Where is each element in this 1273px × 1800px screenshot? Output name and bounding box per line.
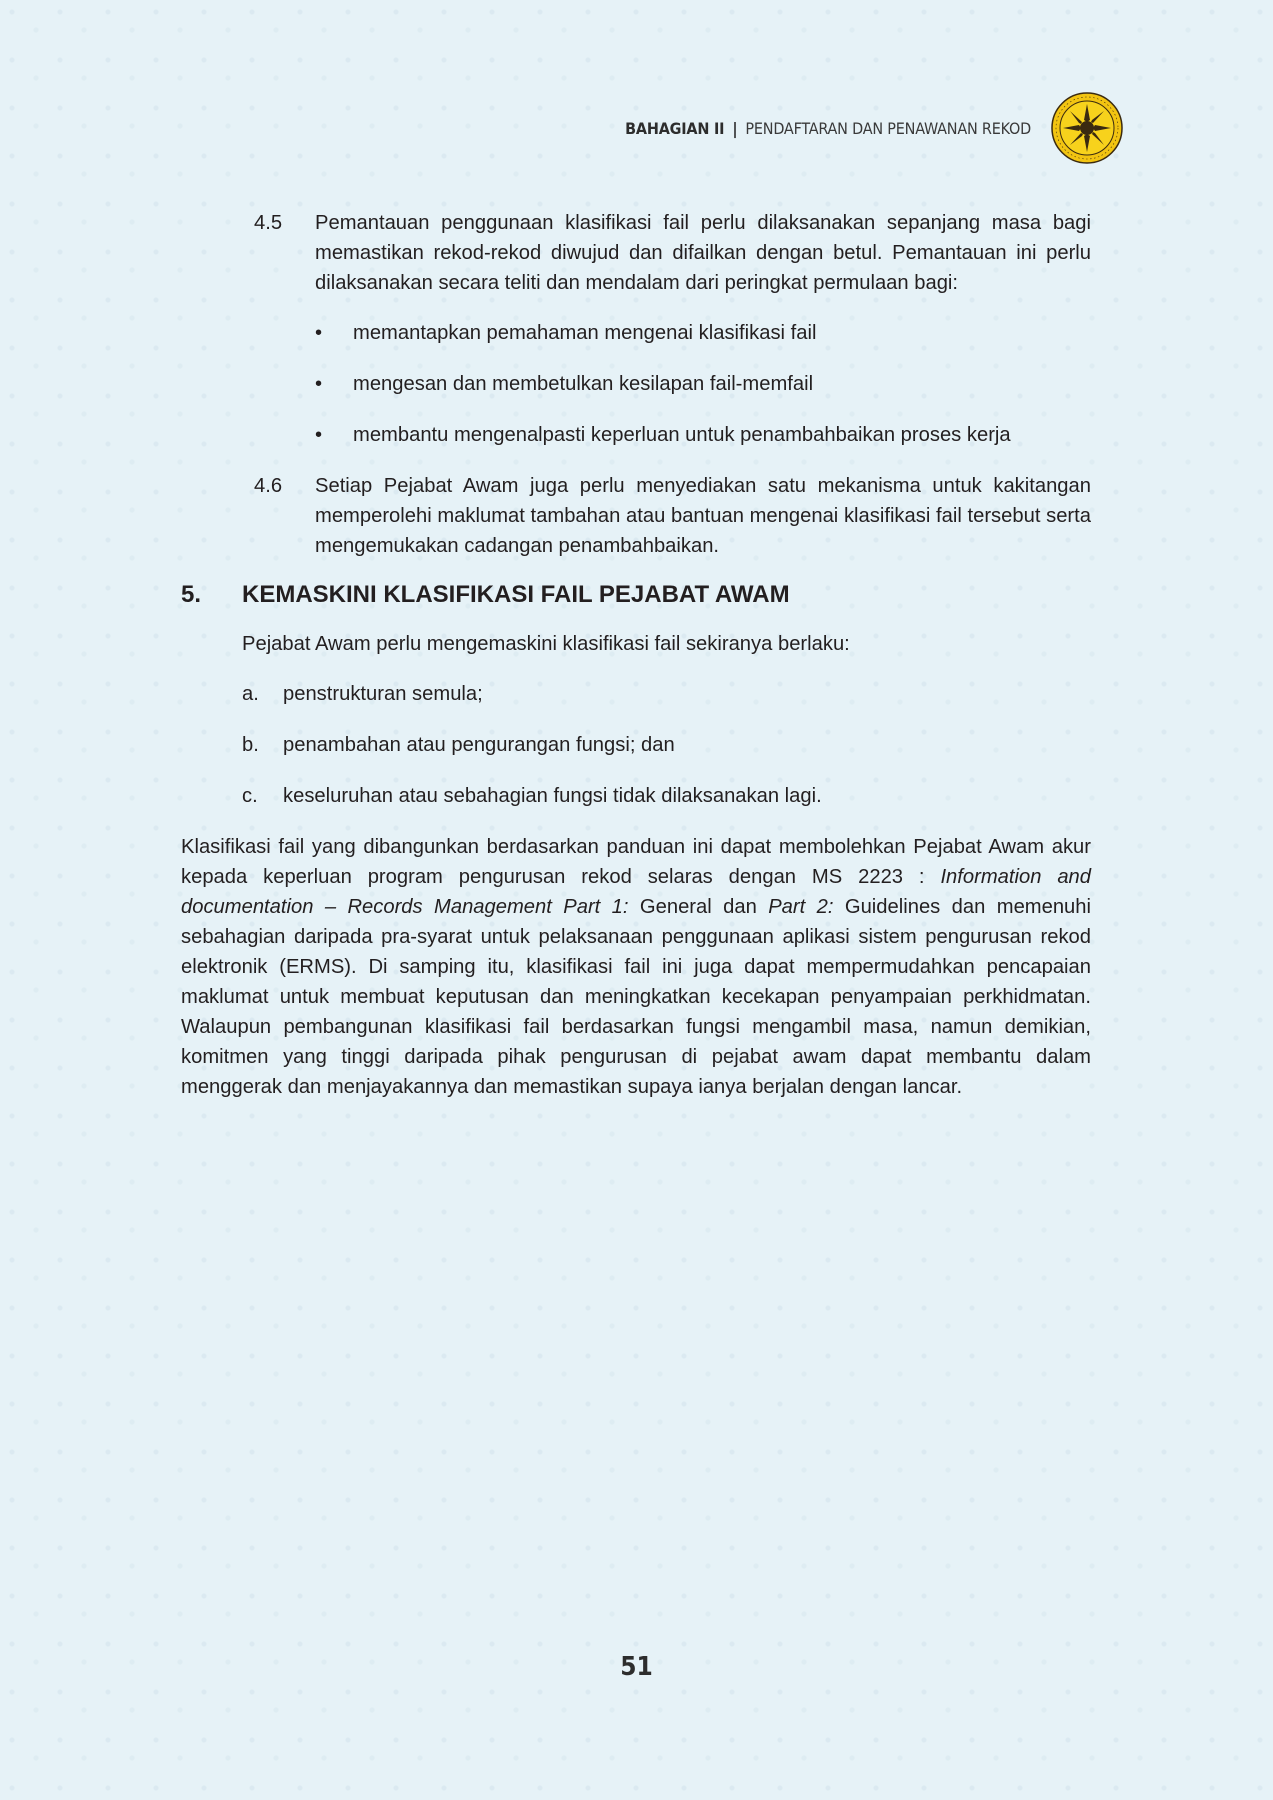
header-text: [625, 119, 1031, 138]
arkib-negara-emblem-icon: [1051, 92, 1123, 164]
list-letter: a.: [242, 683, 259, 705]
list-letter: c.: [242, 785, 258, 807]
list-item: [315, 420, 1091, 450]
item-text: Pemantauan penggunaan klasifikasi fail perlu dilaksanakan sepanjang masa bagi memastikan rekod-rekod diwujud dan difailkan dengan betul. Pemantauan ini perlu dilaksanakan secara teliti dan mendalam dari peringkat permulaan bagi:: [315, 212, 1091, 294]
item-4-5: [254, 208, 1091, 298]
section-intro: Pejabat Awam perlu mengemaskini klasifikasi fail sekiranya berlaku:: [242, 633, 850, 655]
paragraph-text: Klasifikasi fail yang dibangunkan berdasarkan panduan ini dapat membolehkan Pejabat Awam akur kepada keperluan program pengurusan rekod selaras dengan MS 2223 :: [181, 836, 1091, 888]
list-item: [242, 679, 1091, 709]
paragraph-text: General dan: [628, 896, 769, 918]
page-number: 51: [620, 1652, 653, 1682]
list-text: penstrukturan semula;: [283, 683, 483, 705]
body-paragraph: [181, 832, 1091, 1102]
list-item: [315, 369, 1091, 399]
item-4-6: [254, 471, 1091, 561]
header-title: PENDAFTARAN DAN PENAWANAN REKOD: [745, 118, 1031, 138]
bullet-text: memantapkan pemahaman mengenai klasifikasi fail: [353, 322, 817, 344]
bullet-icon: •: [315, 373, 323, 395]
list-text: penambahan atau pengurangan fungsi; dan: [283, 734, 675, 756]
section-number: 5.: [181, 581, 202, 608]
lettered-list: [242, 679, 1091, 811]
header-separator: |: [732, 118, 738, 138]
list-text: keseluruhan atau sebahagian fungsi tidak dilaksanakan lagi.: [283, 785, 822, 807]
list-letter: b.: [242, 734, 259, 756]
list-item: [242, 730, 1091, 760]
section-heading: [181, 579, 1091, 611]
section-title: KEMASKINI KLASIFIKASI FAIL PEJABAT AWAM: [242, 581, 790, 608]
bullet-text: mengesan dan membetulkan kesilapan fail-memfail: [353, 373, 814, 395]
bullet-list: [315, 318, 1091, 450]
paragraph-italic: Information and documentation – Records Management Part 1:: [181, 866, 1092, 918]
list-item: [315, 318, 1091, 348]
bullet-icon: •: [315, 424, 323, 446]
page-header: [625, 92, 1123, 164]
list-item: [242, 781, 1091, 811]
bullet-icon: •: [315, 322, 323, 344]
item-number: 4.5: [254, 212, 283, 234]
bullet-text: membantu mengenalpasti keperluan untuk penambahbaikan proses kerja: [353, 424, 1011, 446]
item-text: Setiap Pejabat Awam juga perlu menyediakan satu mekanisma untuk kakitangan memperolehi maklumat tambahan atau bantuan mengenai klasifikasi fail tersebut serta mengemukakan cadangan penambahbaikan.: [315, 475, 1091, 557]
paragraph-text: Guidelines dan memenuhi sebahagian daripada pra-syarat untuk pelaksanaan penggunaan aplikasi sistem pengurusan rekod elektronik (ERMS). Di samping itu, klasifikasi fail ini juga dapat mempermudahkan pencapaian maklumat untuk membuat keputusan dan meningkatkan kecekapan penyampaian perkhidmatan. Walaupun pembangunan klasifikasi fail berdasarkan fungsi mengambil masa, namun demikian, komitmen yang tinggi daripada pihak pengurusan di pejabat awam dapat membantu dalam menggerak dan menjayakannya dan memastikan supaya ianya berjalan dengan lancar.: [181, 896, 1092, 1098]
item-number: 4.6: [254, 475, 283, 497]
header-part: BAHAGIAN II: [625, 118, 725, 138]
page-content: [181, 208, 1091, 1122]
paragraph-italic: Part 2:: [768, 896, 834, 918]
